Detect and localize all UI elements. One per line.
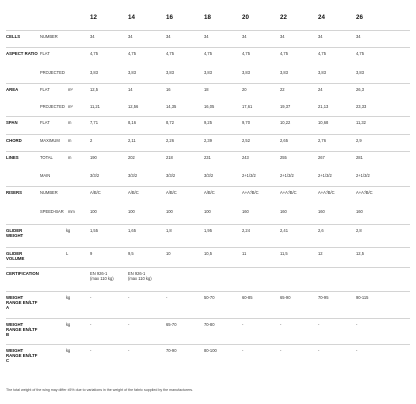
row-unit-wr-b: kg <box>66 322 71 327</box>
cell-chord-16: 2,26 <box>166 138 174 143</box>
cell-glider-volume-24: 12 <box>318 251 323 256</box>
row-label-span: SPAN <box>6 120 18 125</box>
cell-ar-flat-12: 4,75 <box>90 51 98 56</box>
cell-glider-volume-26: 12,5 <box>356 251 364 256</box>
row-label-chord: CHORD <box>6 138 22 143</box>
row-divider <box>6 116 410 117</box>
cell-certification-14: EN 926-1 (max 110 kg) <box>128 271 152 281</box>
cell-lines-total-16: 218 <box>166 155 173 160</box>
cell-glider-weight-16: 1,8 <box>166 228 172 233</box>
cell-glider-volume-16: 10 <box>166 251 171 256</box>
cell-glider-weight-18: 1,95 <box>204 228 212 233</box>
cell-lines-total-14: 202 <box>128 155 135 160</box>
row-divider <box>6 291 410 292</box>
cell-ar-flat-14: 4,75 <box>128 51 136 56</box>
row-divider <box>6 344 410 345</box>
cell-wr-a-14: - <box>128 295 130 300</box>
cell-ar-proj-12: 3,83 <box>90 70 98 75</box>
cell-area-flat-26: 26,3 <box>356 87 364 92</box>
cell-glider-weight-14: 1,65 <box>128 228 136 233</box>
cell-risers-speed-22: 160 <box>280 209 287 214</box>
cell-cells-20: 34 <box>242 34 247 39</box>
cell-ar-flat-24: 4,75 <box>318 51 326 56</box>
cell-lines-main-14: 3/3/2 <box>128 173 138 178</box>
cell-span-26: 11,32 <box>356 120 366 125</box>
cell-cells-18: 34 <box>204 34 209 39</box>
cell-risers-num-14: A/B/C <box>128 190 139 195</box>
cell-area-flat-24: 24 <box>318 87 323 92</box>
cell-cells-14: 34 <box>128 34 133 39</box>
row-unit-glider-weight: kg <box>66 228 71 233</box>
row-divider <box>6 318 410 319</box>
cell-wr-c-22: - <box>280 348 282 353</box>
cell-wr-b-26: - <box>356 322 358 327</box>
cell-chord-18: 2,39 <box>204 138 212 143</box>
cell-chord-24: 2,76 <box>318 138 326 143</box>
cell-ar-flat-26: 4,75 <box>356 51 364 56</box>
cell-ar-flat-16: 4,75 <box>166 51 174 56</box>
cell-area-flat-12: 12,5 <box>90 87 98 92</box>
cell-span-18: 9,25 <box>204 120 212 125</box>
row-unit-wr-a: kg <box>66 295 71 300</box>
cell-wr-a-18: 50-70 <box>204 295 215 300</box>
cell-cells-26: 34 <box>356 34 361 39</box>
cell-chord-22: 2,65 <box>280 138 288 143</box>
cell-wr-a-26: 90-115 <box>356 295 369 300</box>
size-header-16: 16 <box>166 14 173 21</box>
cell-span-22: 10,22 <box>280 120 291 125</box>
cell-wr-a-12: - <box>90 295 92 300</box>
cell-risers-speed-24: 160 <box>318 209 325 214</box>
cell-area-flat-18: 18 <box>204 87 209 92</box>
cell-lines-total-26: 281 <box>356 155 363 160</box>
cell-wr-a-24: 70-95 <box>318 295 329 300</box>
cell-wr-c-12: - <box>90 348 92 353</box>
cell-wr-c-26: - <box>356 348 358 353</box>
row-unit-glider-volume: L <box>66 251 69 256</box>
cell-lines-total-24: 267 <box>318 155 325 160</box>
cell-risers-speed-16: 100 <box>166 209 173 214</box>
row-label-certification: CERTIFICATION <box>6 271 39 276</box>
cell-span-14: 8,16 <box>128 120 136 125</box>
cell-span-24: 10,68 <box>318 120 329 125</box>
cell-wr-b-20: - <box>242 322 244 327</box>
cell-risers-speed-12: 100 <box>90 209 97 214</box>
cell-wr-b-14: - <box>128 322 130 327</box>
size-header-22: 22 <box>280 14 287 21</box>
cell-risers-num-12: A/B/C <box>90 190 101 195</box>
row-sublabel-lines-total: TOTAL <box>40 155 53 160</box>
row-divider <box>6 30 410 31</box>
size-header-20: 20 <box>242 14 249 21</box>
size-header-14: 14 <box>128 14 135 21</box>
cell-area-proj-16: 14,35 <box>166 104 177 109</box>
cell-wr-c-18: 80-100 <box>204 348 217 353</box>
cell-area-proj-24: 21,13 <box>318 104 329 109</box>
cell-ar-proj-26: 3,83 <box>356 70 364 75</box>
cell-lines-main-12: 3/3/2 <box>90 173 100 178</box>
cell-lines-total-20: 243 <box>242 155 249 160</box>
row-label-wr-b: WEIGHT RANGE EN/LTF B <box>6 322 38 337</box>
cell-wr-a-22: 65-90 <box>280 295 291 300</box>
cell-chord-14: 2,11 <box>128 138 136 143</box>
row-unit-area-flat: m² <box>68 87 73 92</box>
cell-glider-weight-26: 2,8 <box>356 228 362 233</box>
cell-wr-c-24: - <box>318 348 320 353</box>
cell-lines-main-26: 2+1/3/2 <box>356 173 370 178</box>
cell-area-flat-22: 22 <box>280 87 285 92</box>
cell-ar-proj-22: 3,83 <box>280 70 288 75</box>
cell-area-proj-26: 23,33 <box>356 104 367 109</box>
row-unit-chord: m <box>68 138 72 143</box>
row-divider <box>6 186 410 187</box>
cell-lines-main-20: 2+1/3/2 <box>242 173 256 178</box>
row-unit-area-proj: m² <box>68 104 73 109</box>
cell-ar-flat-22: 4,75 <box>280 51 288 56</box>
row-label-cells: CELLS <box>6 34 21 39</box>
cell-chord-20: 2,52 <box>242 138 250 143</box>
row-label-area-flat: AREA <box>6 87 19 92</box>
cell-risers-num-24: A+A'/B/C <box>318 190 335 195</box>
row-label-wr-a: WEIGHT RANGE EN/LTF A <box>6 295 38 310</box>
cell-glider-volume-18: 10,5 <box>204 251 212 256</box>
cell-area-flat-14: 14 <box>128 87 133 92</box>
cell-wr-a-20: 60-85 <box>242 295 253 300</box>
size-header-12: 12 <box>90 14 97 21</box>
footnote: The total weight of the wing may differ ±5% due to variations in the weight of the fabric supplied by the manufacturers. <box>6 388 194 392</box>
cell-risers-num-26: A+A'/B/C <box>356 190 373 195</box>
cell-cells-16: 34 <box>166 34 171 39</box>
cell-cells-24: 34 <box>318 34 323 39</box>
row-sublabel-risers-speed: SPEED-BAR <box>40 209 64 214</box>
row-sublabel-area-flat: FLAT <box>40 87 50 92</box>
cell-wr-c-14: - <box>128 348 130 353</box>
cell-wr-a-16: - <box>166 295 168 300</box>
cell-area-proj-18: 16,05 <box>204 104 215 109</box>
cell-risers-num-18: A/B/C <box>204 190 215 195</box>
row-divider <box>6 224 410 225</box>
row-sublabel-lines-main: MAIN <box>40 173 51 178</box>
cell-area-flat-16: 16 <box>166 87 171 92</box>
cell-ar-proj-14: 3,83 <box>128 70 136 75</box>
row-unit-lines-total: m <box>68 155 72 160</box>
cell-glider-volume-12: 9 <box>90 251 93 256</box>
cell-ar-proj-20: 3,83 <box>242 70 250 75</box>
row-sublabel-chord: MAXIMUM <box>40 138 60 143</box>
row-unit-wr-c: kg <box>66 348 71 353</box>
row-sublabel-ar-flat: FLAT <box>40 51 50 56</box>
cell-risers-speed-18: 100 <box>204 209 211 214</box>
cell-glider-weight-12: 1,55 <box>90 228 98 233</box>
cell-cells-12: 34 <box>90 34 95 39</box>
cell-span-16: 8,72 <box>166 120 174 125</box>
cell-risers-speed-14: 100 <box>128 209 135 214</box>
cell-ar-flat-20: 4,75 <box>242 51 250 56</box>
row-label-ar-flat: ASPECT RATIO <box>6 51 38 56</box>
cell-area-proj-14: 12,56 <box>128 104 139 109</box>
cell-risers-num-16: A/B/C <box>166 190 177 195</box>
row-divider <box>6 83 410 84</box>
row-label-risers-num: RISERS <box>6 190 22 195</box>
cell-glider-volume-20: 11 <box>242 251 247 256</box>
cell-lines-main-24: 2+1/3/2 <box>318 173 332 178</box>
cell-glider-weight-24: 2,6 <box>318 228 324 233</box>
cell-wr-b-22: - <box>280 322 282 327</box>
cell-glider-volume-14: 9,5 <box>128 251 134 256</box>
row-sublabel-span: FLAT <box>40 120 50 125</box>
row-divider <box>6 247 410 248</box>
cell-risers-num-22: A+A'/B/C <box>280 190 297 195</box>
row-unit-span: m <box>68 120 72 125</box>
cell-ar-flat-18: 4,75 <box>204 51 212 56</box>
row-sublabel-area-proj: PROJECTED <box>40 104 65 109</box>
cell-lines-main-18: 3/3/2 <box>204 173 214 178</box>
cell-certification-12: EN 926-1 (max 110 kg) <box>90 271 114 281</box>
row-unit-risers-speed: mm <box>68 209 75 214</box>
cell-area-proj-12: 11,21 <box>90 104 100 109</box>
cell-chord-26: 2,9 <box>356 138 362 143</box>
cell-ar-proj-16: 3,83 <box>166 70 174 75</box>
cell-span-20: 9,70 <box>242 120 250 125</box>
cell-wr-b-24: - <box>318 322 320 327</box>
cell-ar-proj-24: 3,83 <box>318 70 326 75</box>
row-sublabel-cells: NUMBER <box>40 34 58 39</box>
cell-area-proj-20: 17,61 <box>242 104 253 109</box>
cell-cells-22: 34 <box>280 34 285 39</box>
cell-wr-b-12: - <box>90 322 92 327</box>
cell-wr-c-20: - <box>242 348 244 353</box>
cell-lines-main-22: 2+1/3/2 <box>280 173 294 178</box>
row-label-glider-volume: GLIDER VOLUME <box>6 251 25 261</box>
row-label-wr-c: WEIGHT RANGE EN/LTF C <box>6 348 38 363</box>
cell-lines-main-16: 3/3/2 <box>166 173 176 178</box>
size-header-18: 18 <box>204 14 211 21</box>
row-sublabel-risers-num: NUMBER <box>40 190 58 195</box>
row-sublabel-ar-proj: PROJECTED <box>40 70 65 75</box>
row-divider <box>6 47 410 48</box>
cell-glider-volume-22: 11,5 <box>280 251 288 256</box>
cell-chord-12: 2 <box>90 138 93 143</box>
cell-wr-b-16: 65-70 <box>166 322 177 327</box>
cell-risers-speed-20: 160 <box>242 209 249 214</box>
row-divider <box>6 151 410 152</box>
cell-lines-total-22: 255 <box>280 155 287 160</box>
cell-span-12: 7,71 <box>90 120 98 125</box>
cell-area-proj-22: 19,37 <box>280 104 291 109</box>
row-label-glider-weight: GLIDER WEIGHT <box>6 228 24 238</box>
cell-wr-b-18: 70-80 <box>204 322 215 327</box>
cell-glider-weight-20: 2,24 <box>242 228 250 233</box>
row-divider <box>6 267 410 268</box>
size-header-26: 26 <box>356 14 363 21</box>
size-header-24: 24 <box>318 14 325 21</box>
cell-wr-c-16: 70-90 <box>166 348 177 353</box>
cell-area-flat-20: 20 <box>242 87 247 92</box>
cell-lines-total-18: 231 <box>204 155 211 160</box>
row-divider <box>6 134 410 135</box>
row-label-lines-total: LINES <box>6 155 19 160</box>
cell-glider-weight-22: 2,41 <box>280 228 288 233</box>
cell-ar-proj-18: 3,83 <box>204 70 212 75</box>
cell-risers-speed-26: 160 <box>356 209 363 214</box>
cell-lines-total-12: 190 <box>90 155 97 160</box>
cell-risers-num-20: A+A'/B/C <box>242 190 259 195</box>
